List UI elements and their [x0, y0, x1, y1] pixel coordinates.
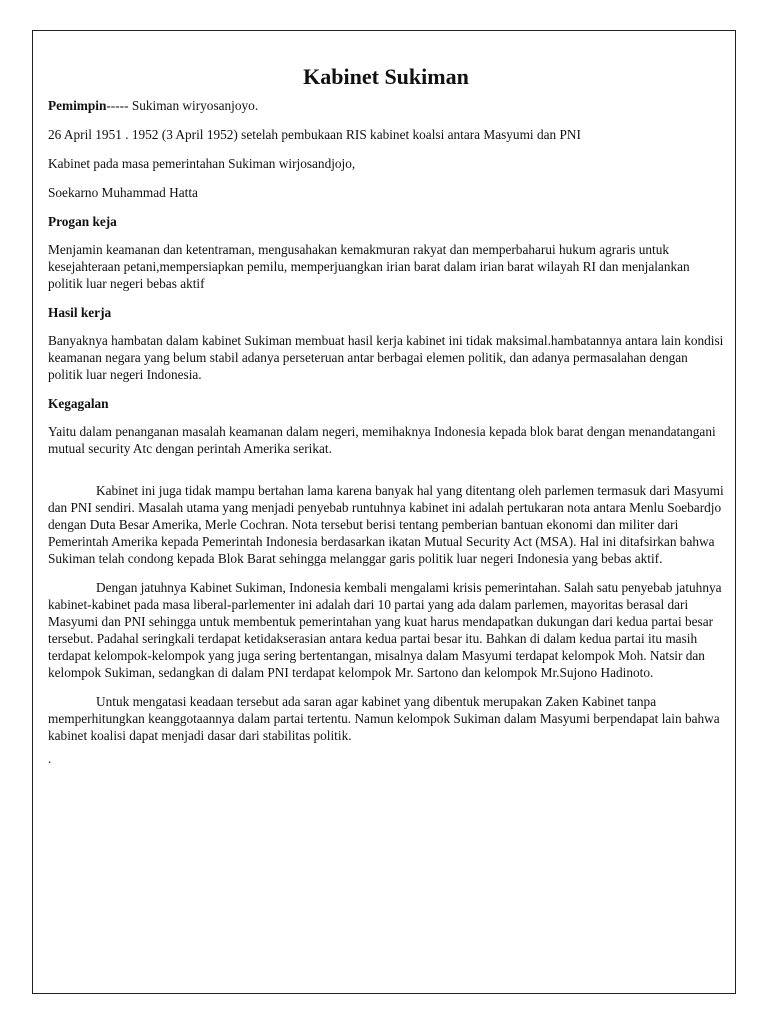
section-body-failures: Yaitu dalam penanganan masalah keamanan dalam negeri, memihaknya Indonesia kepada blok barat dengan menandatangani mutual security Atc dengan perintah Amerika serikat.	[48, 424, 716, 456]
section-body-program: Menjamin keamanan dan ketentraman, mengusahakan kemakmuran rakyat dan memperbaharui hukum agraris untuk kesejahteraan petani,mempersiapkan pemilu, memperjuangkan irian barat dalam irian barat wilayah RI dan menjalankan politik luar negeri bebas aktif	[48, 242, 690, 291]
leader-value: Sukiman wiryosanjoyo.	[128, 98, 259, 113]
leader-line	[48, 97, 724, 114]
document-page	[32, 30, 736, 994]
leader-label: Pemimpin	[48, 98, 107, 113]
section-heading-failures: Kegagalan	[48, 396, 109, 411]
section-body-results: Banyaknya hambatan dalam kabinet Sukiman membuat hasil kerja kabinet ini tidak maksimal.hambatannya antara lain kondisi keamanan negara yang belum stabil adanya perseteruan antar berbagai elemen politik, dan adanya permasalahan dengan politik luar negeri Indonesia.	[48, 333, 724, 382]
page-title: Kabinet Sukiman	[303, 64, 469, 89]
paragraph-3: Untuk mengatasi keadaan tersebut ada saran agar kabinet yang dibentuk merupakan Zaken Kabinet tanpa memperhitungkan keanggotaannya dalam partai tertentu. Namun kelompok Sukiman dalam Masyumi berpendapat lain bahwa kabinet koalisi dapat menjadi dasar dari stabilitas politik.	[48, 694, 720, 743]
trailing-dot: .	[48, 751, 52, 766]
president-line: Soekarno Muhammad Hatta	[48, 185, 198, 200]
paragraph-1: Kabinet ini juga tidak mampu bertahan lama karena banyak hal yang ditentang oleh parlemen termasuk dari Masyumi dan PNI sendiri. Masalah utama yang menjadi penyebab runtuhnya kabinet ini adalah pertukaran nota antara Menlu Soebardjo dengan Duta Besar Amerika, Merle Cochran. Nota tersebut berisi tentang pemberian bantuan ekonomi dan militer dari Pemerintah Amerika kepada Pemerintah Indonesia berdasarkan ikatan Mutual Security Act (MSA). Hal ini ditafsirkan bahwa Sukiman telah condong kepada Blok Barat sehingga melanggar garis politik luar negeri Indonesia yang bebas aktif.	[48, 483, 724, 566]
government-line: Kabinet pada masa pemerintahan Sukiman wirjosandjojo,	[48, 156, 356, 171]
date-line: 26 April 1951 . 1952 (3 April 1952) setelah pembukaan RIS kabinet koalsi antara Masyumi dan PNI	[48, 127, 581, 142]
document-content	[48, 63, 724, 767]
spacer	[48, 469, 724, 482]
section-heading-results: Hasil kerja	[48, 305, 112, 320]
section-heading-program: Progan keja	[48, 214, 117, 229]
leader-separator: -----	[106, 98, 129, 113]
paragraph-2: Dengan jatuhnya Kabinet Sukiman, Indonesia kembali mengalami krisis pemerintahan. Salah satu penyebab jatuhnya kabinet-kabinet pada masa liberal-parlementer ini adalah dari 10 partai yang ada dalam parlemen, mayoritas berasal dari Masyumi dan PNI sehingga untuk membentuk pemerintahan yang kuat harus mendapatkan dukungan dari kedua partai besar tersebut. Padahal seringkali terdapat ketidakserasian antara kedua partai besar itu. Bahkan di dalam kedua partai itu masih terdapat kelompok-kelompok yang juga sering bertentangan, misalnya dalam Masyumi terdapat kelompok Moh. Natsir dan kelompok Sukiman, sedangkan di dalam PNI terdapat kelompok Mr. Sartono dan kelompok Mr.Sujono Hadinoto.	[48, 580, 722, 680]
